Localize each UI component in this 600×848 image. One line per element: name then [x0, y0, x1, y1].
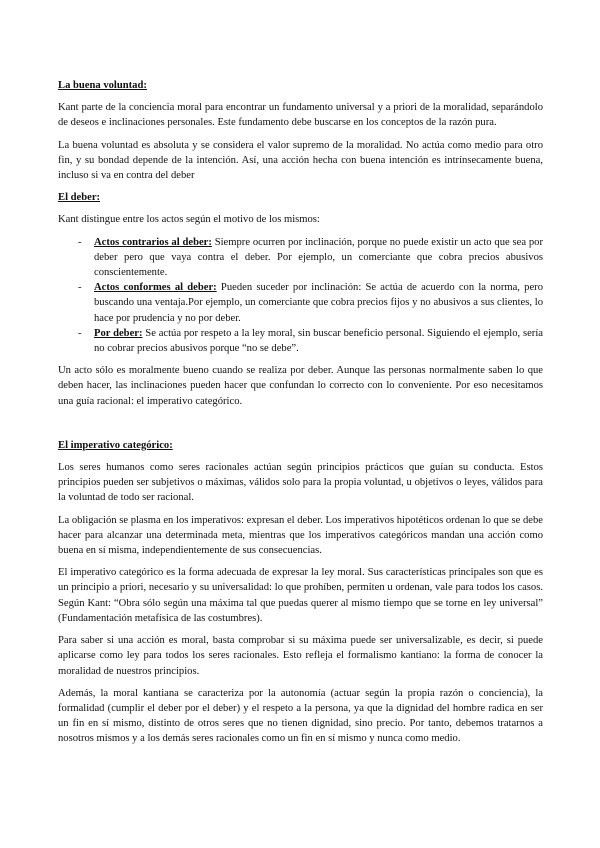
list-item-text: Se actúa por respeto a la ley moral, sin buscar beneficio personal. Siguiendo el ejemplo, sería no cobrar precios abusivos porque “no se debe”. — [94, 327, 543, 355]
heading-imperativo: El imperativo categórico: — [58, 439, 173, 451]
document-page — [58, 78, 543, 754]
list-item-term: Actos contrarios al deber: — [94, 236, 212, 248]
list-item-text: Pueden suceder por inclinación: Se actúa de acuerdo con la norma, pero buscando una ventaja.Por ejemplo, un comerciante que cobra precios fijos y no abusivos a sus clientes, lo hace por prudencia y no por deber. — [94, 282, 543, 324]
heading-buena-voluntad: La buena voluntad: — [58, 80, 147, 91]
list-item: - Actos contrarios al deber: Siempre ocurren por inclinación, porque no puede existir un acto que sea por deber pero que vaya contra el deber. Por ejemplo, un comerciante que cobra precios abusivos conscientemente. — [78, 236, 544, 279]
list-item: - Actos conformes al deber: Pueden suceder por inclinación: Se actúa de acuerdo con la norma, pero buscando una ventaja.Por ejemplo, un comerciante que cobra precios fijos y no abusivos a sus clientes, lo hace por prudencia y no por deber. — [78, 282, 543, 324]
paragraph: Kant distingue entre los actos según el motivo de los mismos: — [58, 214, 320, 226]
list-item-term: Actos conformes al deber: — [94, 282, 217, 294]
paragraph: Además, la moral kantiana se caracteriza por la autonomía (actuar según la propia razón o conciencia), la formalidad (cumplir el deber por el deber) y el respeto a la persona, ya que la dignidad del hombre radica en ser un fin en sí mismo, distinto de otros seres que no tienen dignidad, sino precio. Por tanto, debemos tratarnos a nosotros mismos y a los demás seres racionales como un fin en sí mismo y nunca como medio. — [58, 687, 543, 745]
paragraph: Kant parte de la conciencia moral para encontrar un fundamento universal y a priori de la moralidad, separándolo de deseos e inclinaciones personales. Este fundamento debe buscarse en los conceptos de la razón pura. — [58, 102, 543, 129]
paragraph: El imperativo categórico es la forma adecuada de expresar la ley moral. Sus características principales son que es un principio a priori, necesario y su universalidad: lo que prohíben, permiten u ordenan, vale para todos los casos. Según Kant: “Obra sólo según una máxima tal que puedas querer al mismo tiempo que se torne en ley universal” (Fundamentación metafísica de las costumbres). — [58, 567, 543, 624]
list-item: - Por deber: Se actúa por respeto a la ley moral, sin buscar beneficio personal. Siguiendo el ejemplo, sería no cobrar precios abusivos porque “no se debe”. — [78, 327, 543, 355]
paragraph: La obligación se plasma en los imperativos: expresan el deber. Los imperativos hipotéticos ordenan lo que se debe hacer para alcanzar una determinada meta, mientras que los imperativos categóricos mandan una acción como buena en sí misma, independientemente de sus consecuencias. — [58, 514, 543, 557]
paragraph: Los seres humanos como seres racionales actúan según principios prácticos que guían su conducta. Estos principios pueden ser subjetivos o máximas, válidos solo para la propia voluntad, u objetivos o leyes, válidos para la voluntad de todo ser racional. — [58, 462, 543, 504]
paragraph: Para saber si una acción es moral, basta comprobar si su máxima puede ser universalizable, es decir, si puede aplicarse como ley para todos los seres racionales. Esto refleja el formalismo kantiano: la forma de conocer la moralidad de nuestros principios. — [58, 635, 543, 677]
paragraph: Un acto sólo es moralmente bueno cuando se realiza por deber. Aunque las personas normalmente saben lo que deben hacer, las inclinaciones pueden hacer que confundan lo correcto con lo conveniente. Por eso necesitamos una guía racional: el imperativo categórico. — [58, 365, 543, 407]
deber-list — [58, 235, 543, 357]
paragraph: La buena voluntad es absoluta y se considera el valor supremo de la moralidad. No actúa como medio para otro fin, y su bondad depende de la intención. Así, una acción hecha con buena intención es intrínsecamente buena, incluso si va en contra del deber — [58, 139, 543, 182]
list-item-text: Siempre ocurren por inclinación, porque no puede existir un acto que sea por deber pero que vaya contra el deber. Por ejemplo, un comerciante que cobra precios abusivos conscientemente. — [94, 236, 544, 279]
heading-deber: El deber: — [58, 192, 101, 204]
list-item-term: Por deber: — [94, 327, 143, 339]
